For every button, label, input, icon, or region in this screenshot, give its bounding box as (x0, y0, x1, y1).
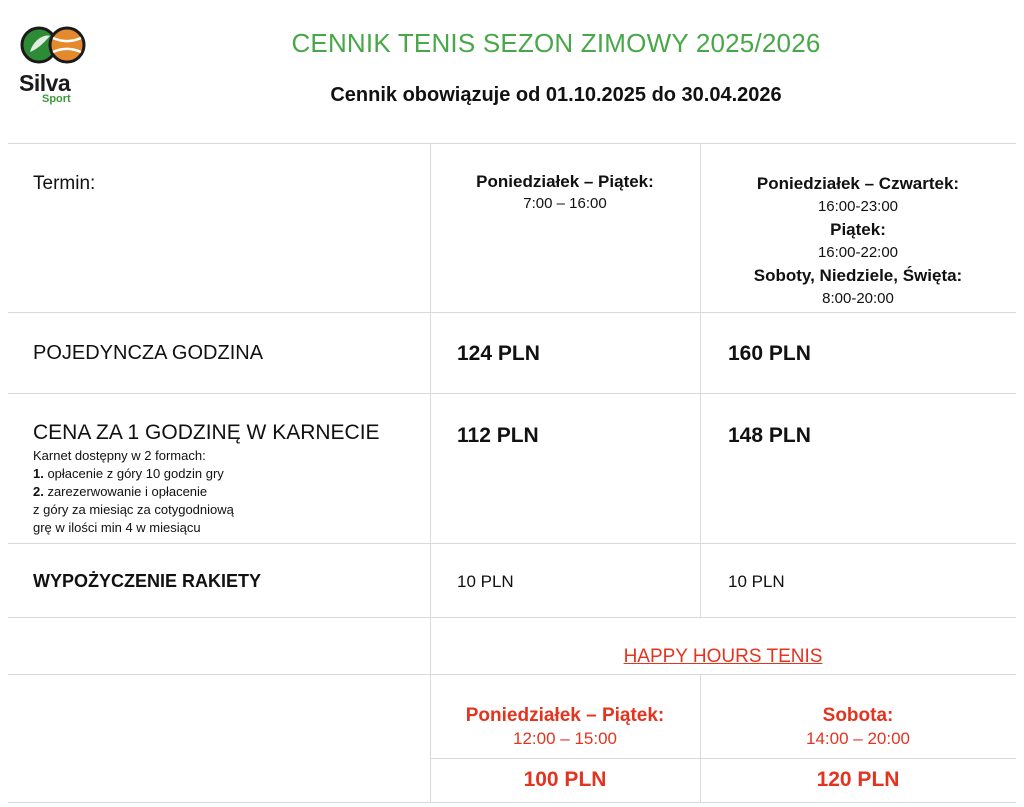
col2-hours-mon-thu: 16:00-23:00 (817, 198, 899, 215)
grid-line (8, 802, 1016, 803)
grid-line (8, 543, 1016, 544)
silva-sport-logo (18, 26, 88, 106)
option-2-number: 2. (33, 484, 44, 499)
grid-line (8, 674, 1016, 675)
grid-line (8, 617, 1016, 618)
racket-rental-label: WYPOŻYCZENIE RAKIETY (33, 571, 262, 591)
col2-hours-weekend: 8:00-20:00 (822, 290, 894, 307)
happy-hours-title: HAPPY HOURS TENIS (623, 646, 823, 667)
racket-rental-price-2: 10 PLN (728, 572, 785, 591)
col2-days-mon-thu: Poniedziałek – Czwartek: (756, 174, 960, 193)
karnet-price-1: 112 PLN (457, 424, 539, 447)
karnet-note-intro: Karnet dostępny w 2 formach: (33, 448, 206, 463)
col2-hours-fri: 16:00-22:00 (817, 244, 899, 261)
option-1-number: 1. (33, 466, 44, 481)
karnet-price-2: 148 PLN (728, 424, 811, 447)
page-title: CENNIK TENIS SEZON ZIMOWY 2025/2026 (291, 28, 821, 58)
hh-col2-days: Sobota: (822, 705, 894, 726)
single-hour-label: POJEDYNCZA GODZINA (33, 342, 264, 364)
termin-col1 (430, 172, 700, 212)
termin-label: Termin: (33, 173, 96, 194)
logo-subtitle: Sport (42, 93, 71, 105)
termin-col2 (700, 172, 1016, 310)
karnet-note-option-2-line3: grę w ilości min 4 w miesiącu (33, 520, 201, 535)
happy-hours-col2 (700, 705, 1016, 749)
grid-line (8, 312, 1016, 313)
grid-line (8, 393, 1016, 394)
col1-days: Poniedziałek – Piątek: (476, 172, 654, 191)
karnet-note-option-2 (33, 483, 428, 501)
grid-line (430, 143, 431, 617)
racket-rental-price-1: 10 PLN (457, 572, 514, 591)
hh-col1-hours: 12:00 – 15:00 (513, 729, 617, 748)
hh-col2-hours: 14:00 – 20:00 (806, 729, 910, 748)
col1-hours: 7:00 – 16:00 (523, 195, 607, 212)
karnet-cell (33, 421, 428, 537)
karnet-note-option-2-line2: z góry za miesiąc za cotygodniową (33, 502, 234, 517)
karnet-note-option-1 (33, 465, 428, 483)
hh-col2-price: 120 PLN (816, 768, 900, 791)
happy-hours-col1 (430, 705, 700, 749)
single-hour-price-2: 160 PLN (728, 342, 811, 365)
option-2-text: zarezerwowanie i opłacenie (43, 484, 208, 499)
grid-line (430, 758, 1016, 759)
logo-brand: Silva (19, 70, 71, 96)
tennis-balls-icon (20, 26, 86, 64)
hh-col1-days: Poniedziałek – Piątek: (465, 705, 665, 726)
col2-days-fri: Piątek: (830, 220, 886, 239)
hh-col1-price: 100 PLN (523, 768, 607, 791)
karnet-note (33, 447, 428, 537)
validity-period: Cennik obowiązuje od 01.10.2025 do 30.04.2026 (330, 84, 782, 106)
single-hour-price-1: 124 PLN (457, 342, 540, 365)
col2-days-weekend: Soboty, Niedziele, Święta: (753, 266, 963, 285)
karnet-label: CENA ZA 1 GODZINĘ W KARNECIE (33, 421, 380, 444)
grid-line (8, 143, 1016, 144)
option-1-text: opłacenie z góry 10 godzin gry (43, 466, 224, 481)
